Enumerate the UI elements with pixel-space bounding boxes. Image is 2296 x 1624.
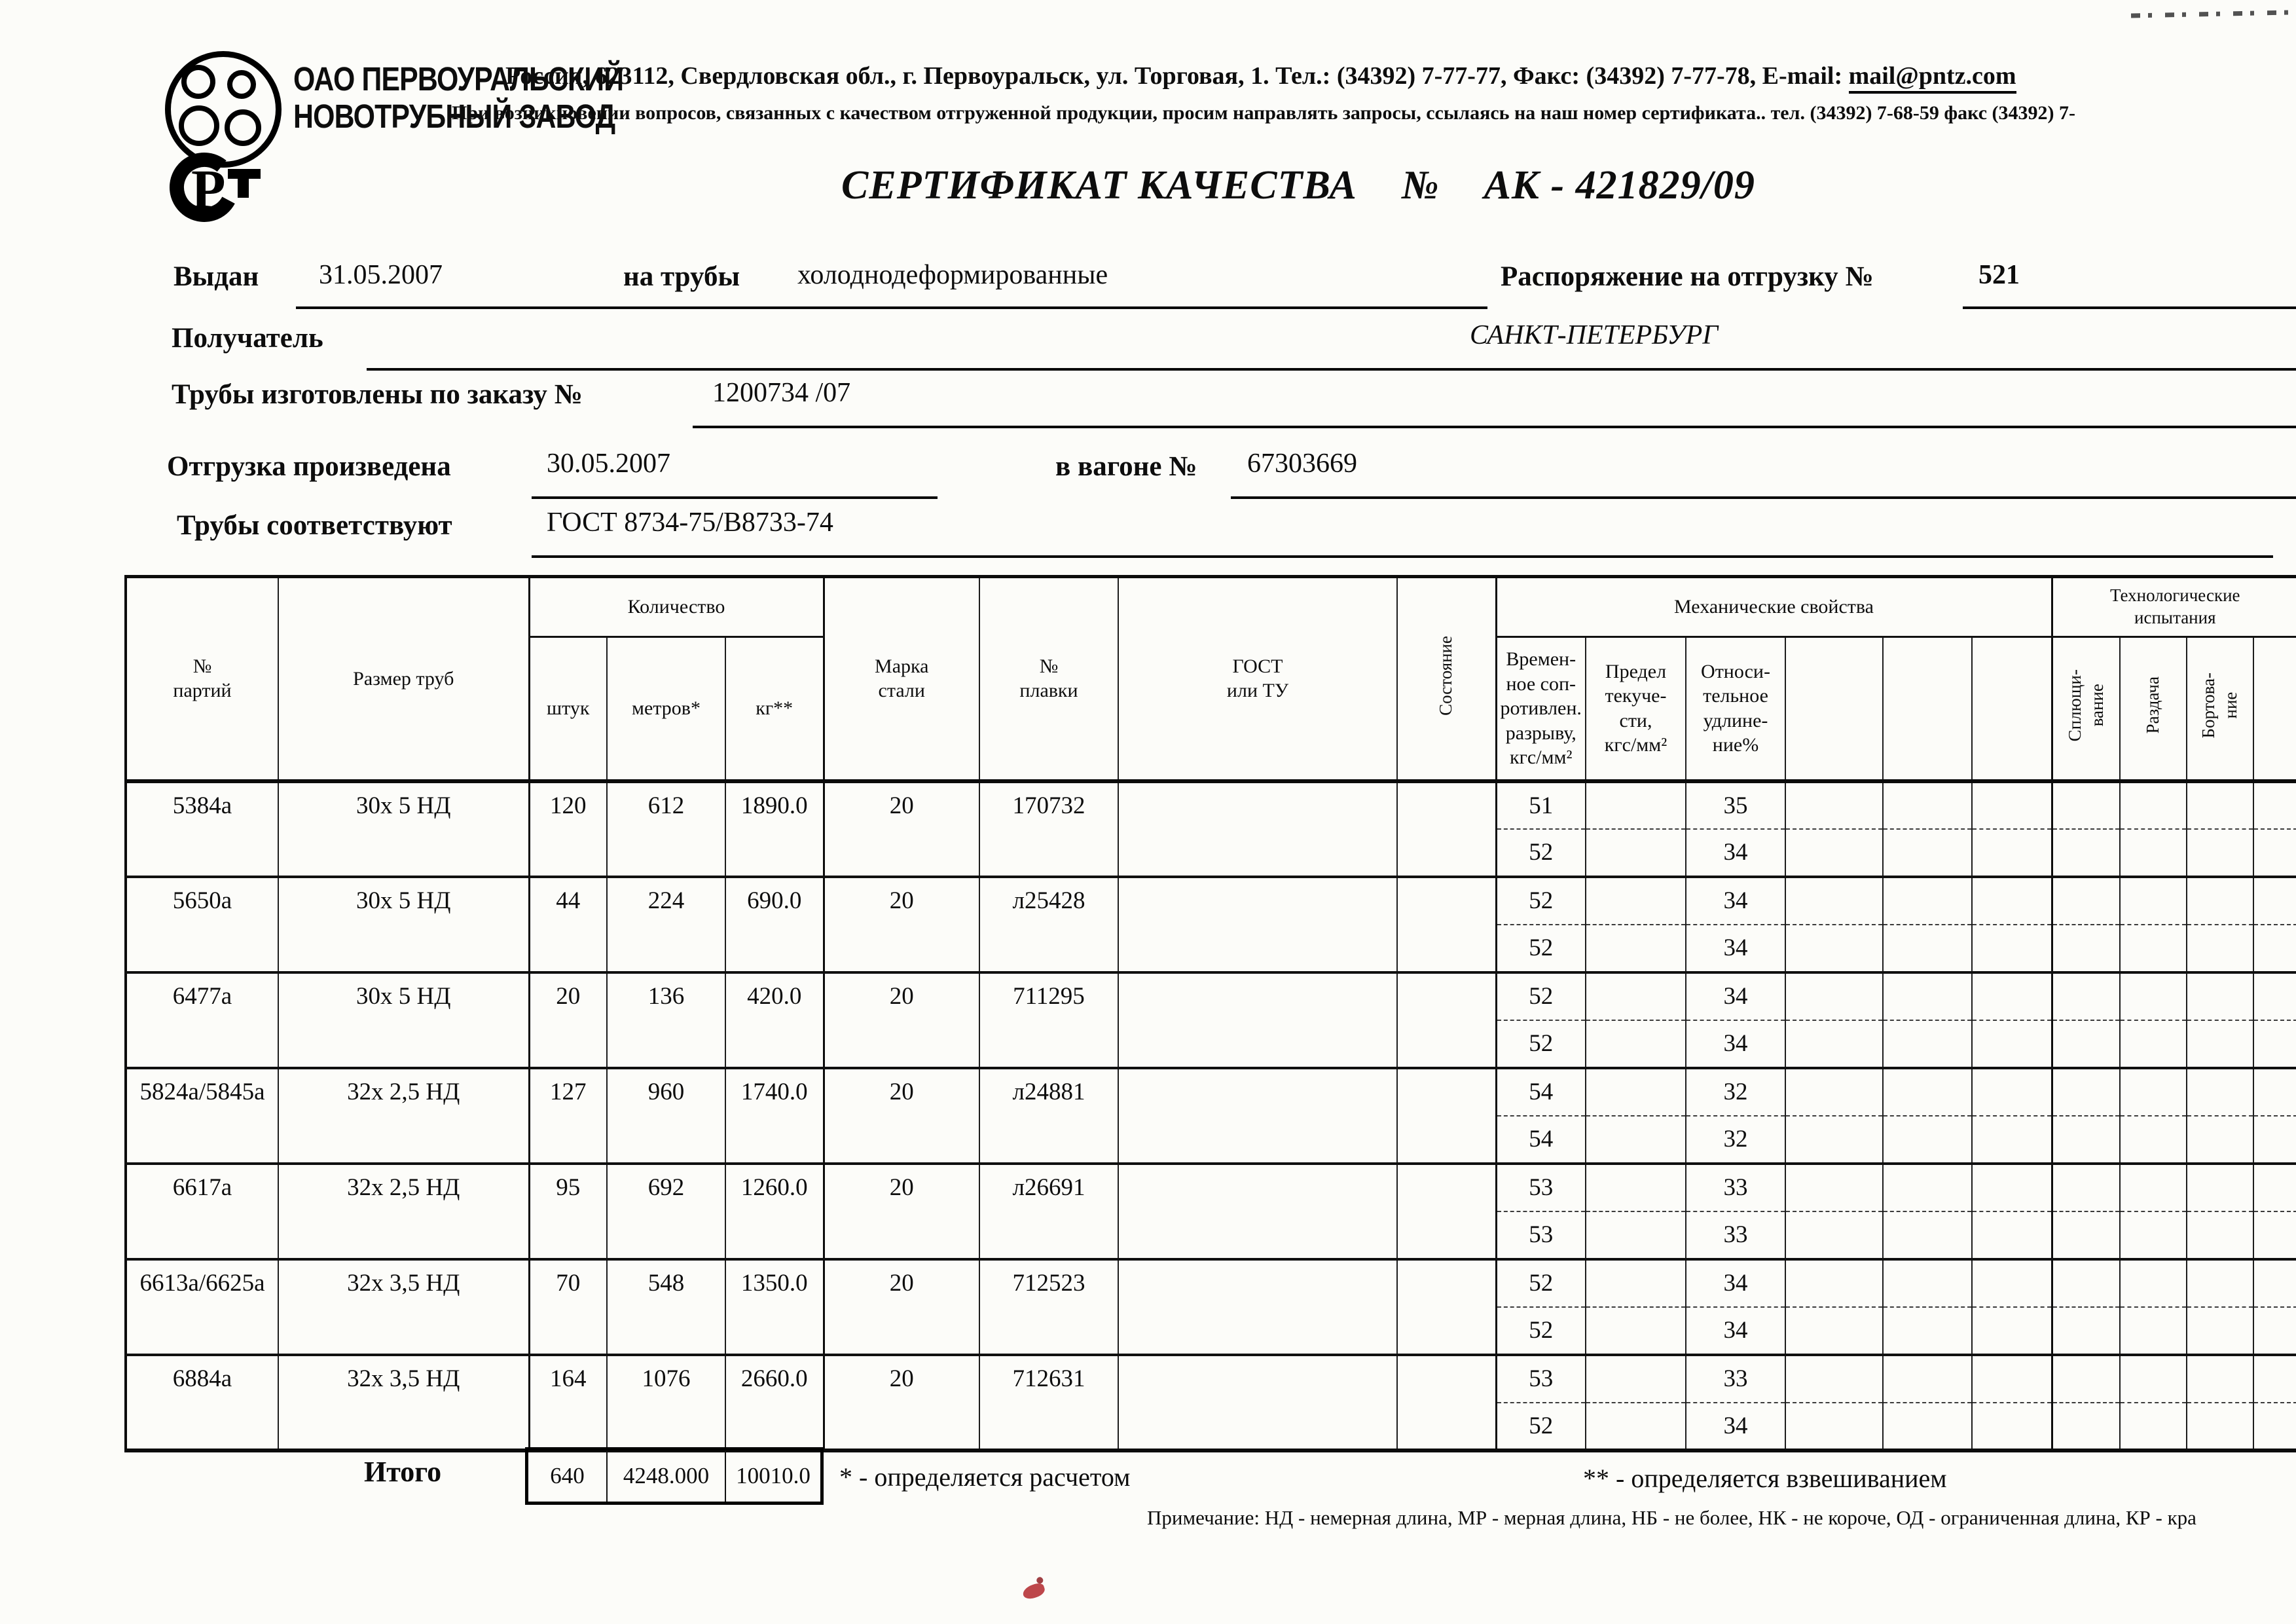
size-cell: 32х 3,5 НД [278,1355,529,1450]
col-header-empty [1972,637,2052,781]
certificate-number: АК - 421829/09 [1484,163,1755,208]
col-header-flanging: Бортова- ние [2187,637,2253,781]
elongation-cell: 34 [1686,972,1785,1020]
size-cell: 30х 5 НД [278,972,529,1068]
rst-certification-mark-icon [165,149,263,225]
size-cell: 30х 5 НД [278,781,529,877]
field-underline [532,496,938,499]
melt-cell: л25428 [979,877,1118,972]
elongation-cell: 33 [1686,1164,1785,1211]
made-by-order-value: 1200734 /07 [712,378,851,408]
wagon-label: в вагоне № [1055,451,1197,482]
batch-cell: 6617а [126,1164,278,1259]
company-name-line1: ОАО ПЕРВОУРАЛЬСКИЙ [293,60,624,98]
tensile-cell: 52 [1496,925,1586,972]
totals-box [525,1447,824,1505]
tensile-cell: 52 [1496,1307,1586,1355]
col-header-edge-sliver [2253,637,2296,781]
size-cell: 32х 3,5 НД [278,1259,529,1355]
col-header-melt-number: № плавки [979,577,1118,781]
steel-cell: 20 [824,877,979,972]
issued-label: Выдан [173,261,259,292]
pieces-cell: 20 [529,972,607,1068]
melt-cell: 712631 [979,1355,1118,1450]
pieces-cell: 127 [529,1068,607,1164]
red-ink-mark [1021,1581,1047,1601]
col-header-flattening: Сплющи- вание [2052,637,2120,781]
col-header-steel-grade: Марка стали [824,577,979,781]
title-number-sign: № [1401,163,1440,208]
col-header-batch: № партий [126,577,278,781]
melt-cell: л26691 [979,1164,1118,1259]
col-header-gost: ГОСТ или ТУ [1118,577,1397,781]
col-header-empty [1883,637,1972,781]
meters-cell: 136 [607,972,725,1068]
tensile-cell: 52 [1496,1403,1586,1450]
col-header-yield: Предел текуче- сти, кгс/мм² [1586,637,1686,781]
certificate-title [841,162,1755,209]
field-underline [532,555,2273,558]
tensile-cell: 52 [1496,877,1586,925]
batch-cell: 5824а/5845а [126,1068,278,1164]
tensile-cell: 52 [1496,1020,1586,1068]
steel-cell: 20 [824,1259,979,1355]
melt-cell: 711295 [979,972,1118,1068]
size-cell: 30х 5 НД [278,877,529,972]
col-header-pieces: штук [529,637,607,781]
shipped-date-value: 30.05.2007 [547,449,670,479]
meters-cell: 224 [607,877,725,972]
flattening-cell [2052,781,2120,829]
pieces-cell: 44 [529,877,607,972]
footnote-double-star: ** - определяется взвешиванием [1583,1464,1947,1493]
yield-cell [1586,781,1686,829]
state-cell [1397,781,1496,877]
elongation-cell: 34 [1686,1307,1785,1355]
col-header-empty [1785,637,1883,781]
size-cell: 32х 2,5 НД [278,1068,529,1164]
pipes-type-value: холоднодеформированные [797,260,1108,290]
shipping-order-value: 521 [1978,260,2020,290]
col-group-mechanical: Механические свойства [1496,577,2052,637]
total-pieces: 640 [550,1463,585,1488]
steel-cell: 20 [824,972,979,1068]
shipment-batches-table [124,575,2296,1452]
receiver-label: Получатель [172,323,323,354]
melt-cell: л24881 [979,1068,1118,1164]
field-underline [1963,306,2296,309]
made-by-order-label: Трубы изготовлены по заказу № [172,379,583,410]
pieces-cell: 95 [529,1164,607,1259]
expansion-cell [2120,781,2187,829]
receiver-city-value: САНКТ-ПЕТЕРБУРГ [1470,320,1719,350]
tensile-cell: 54 [1496,1068,1586,1116]
tensile-cell: 52 [1496,1259,1586,1307]
kg-cell: 420.0 [725,972,824,1068]
batch-cell: 6477а [126,972,278,1068]
meters-cell: 692 [607,1164,725,1259]
tensile-cell: 53 [1496,1211,1586,1259]
elongation-cell: 34 [1686,1020,1785,1068]
shipped-label: Отгрузка произведена [167,451,451,482]
elongation-cell: 34 [1686,925,1785,972]
table-row [126,877,2296,925]
elongation-cell: 32 [1686,1116,1785,1164]
elongation-cell: 32 [1686,1068,1785,1116]
gost-cell [1118,781,1397,877]
company-email-link[interactable]: mail@pntz.com [1849,62,2016,94]
quality-inquiry-note: При возникновении вопросов, связанных с качеством отгруженной продукции, просим направлять запросы, ссылаясь на наш номер сертификата.. тел. (34392) 7-68-59 факс (34392) 7- [452,102,2075,124]
flanging-cell [2187,781,2253,829]
kg-cell: 1890.0 [725,781,824,877]
steel-cell: 20 [824,1164,979,1259]
batch-cell: 6613а/6625а [126,1259,278,1355]
melt-cell: 170732 [979,781,1118,877]
table-row [126,1355,2296,1403]
steel-cell: 20 [824,1068,979,1164]
footnote-star: * - определяется расчетом [839,1462,1131,1492]
pipes-label: на трубы [623,261,740,292]
tensile-cell: 53 [1496,1355,1586,1403]
conformity-standard-value: ГОСТ 8734-75/В8733-74 [547,507,833,538]
total-kg: 10010.0 [725,1450,820,1502]
kg-cell: 1260.0 [725,1164,824,1259]
field-underline [779,306,1487,309]
elongation-cell: 34 [1686,877,1785,925]
wagon-number-value: 67303669 [1247,449,1357,479]
col-group-technological: Технологические испытания [2052,577,2296,637]
meters-cell: 612 [607,781,725,877]
shipping-order-label: Распоряжение на отгрузку № [1501,261,1874,292]
svg-text:Р: Р [191,158,226,221]
table-row [126,972,2296,1020]
col-header-expansion: Раздача [2120,637,2187,781]
elongation-cell: 34 [1686,1403,1785,1450]
col-header-size: Размер труб [278,577,529,781]
meters-cell: 960 [607,1068,725,1164]
col-header-state: Состояние [1397,577,1496,781]
elongation-cell: 33 [1686,1211,1785,1259]
elongation-cell: 35 [1686,781,1785,829]
col-header-kg: кг** [725,637,824,781]
col-header-tensile: Времен- ное соп- ротивлен. разрыву, кгс/мм² [1496,637,1586,781]
pieces-cell: 120 [529,781,607,877]
kg-cell: 1740.0 [725,1068,824,1164]
conformity-label: Трубы соответствуют [177,510,452,541]
tensile-cell: 52 [1496,829,1586,877]
total-meters: 4248.000 [606,1450,725,1502]
batch-cell: 5650а [126,877,278,972]
table-row [126,1259,2296,1307]
kg-cell: 2660.0 [725,1355,824,1450]
address-text: Россия, 623112, Свердловская обл., г. Первоуральск, ул. Торговая, 1. Тел.: (34392) 7-77-77, Факс: (34392) 7-77-78, E-mail: [505,62,1843,90]
field-underline [367,368,2296,371]
totals-label: Итого [364,1456,442,1488]
tensile-cell: 54 [1496,1116,1586,1164]
field-underline [693,426,2296,428]
table-row [126,1068,2296,1116]
steel-cell: 20 [824,1355,979,1450]
scan-artifact-corner [2131,10,2288,18]
col-header-elongation: Относи- тельное удлине- ние% [1686,637,1785,781]
footnote-abbreviations: Примечание: НД - немерная длина, МР - мерная длина, НБ - не более, НК - не короче, ОД - ограниченная длина, КР - кра [1147,1506,2196,1529]
table-row [126,1164,2296,1211]
meters-cell: 548 [607,1259,725,1355]
company-name-line2: НОВОТРУБНЫЙ ЗАВОД [293,98,615,136]
tensile-cell: 53 [1496,1164,1586,1211]
batch-cell: 5384а [126,781,278,877]
field-underline [1231,496,2296,499]
steel-cell: 20 [824,781,979,877]
pieces-cell: 164 [529,1355,607,1450]
elongation-cell: 33 [1686,1355,1785,1403]
meters-cell: 1076 [607,1355,725,1450]
kg-cell: 690.0 [725,877,824,972]
issued-date-value: 31.05.2007 [319,260,443,290]
size-cell: 32х 2,5 НД [278,1164,529,1259]
batch-cell: 6884а [126,1355,278,1450]
tensile-cell: 52 [1496,972,1586,1020]
kg-cell: 1350.0 [725,1259,824,1355]
tensile-cell: 51 [1496,781,1586,829]
pieces-cell: 70 [529,1259,607,1355]
elongation-cell: 34 [1686,829,1785,877]
company-address [505,62,2296,90]
col-header-meters: метров* [607,637,725,781]
title-text: СЕРТИФИКАТ КАЧЕСТВА [841,163,1357,208]
table-row [126,781,2296,829]
col-group-quantity: Количество [529,577,824,637]
elongation-cell: 34 [1686,1259,1785,1307]
melt-cell: 712523 [979,1259,1118,1355]
